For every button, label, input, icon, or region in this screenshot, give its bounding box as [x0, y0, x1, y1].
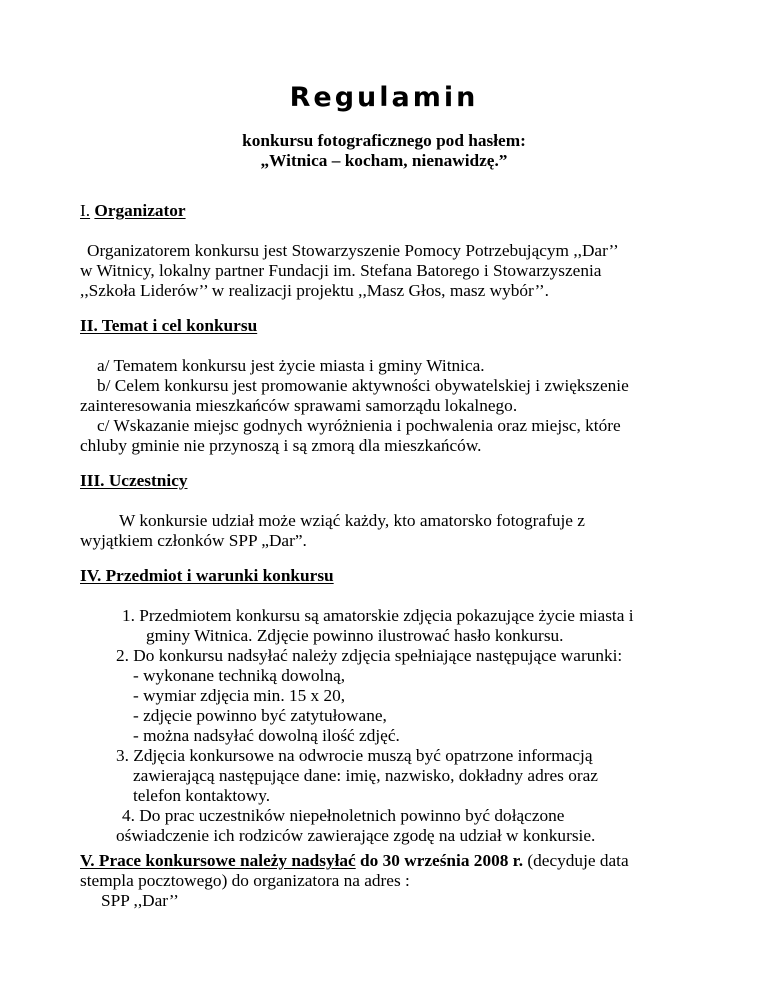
section-4-line: - wykonane techniką dowolną,	[133, 666, 346, 685]
section-3-line: wyjątkiem członków SPP „Dar”.	[80, 531, 307, 550]
section-4-line: 4. Do prac uczestników niepełnoletnich powinno być dołączone	[122, 806, 565, 825]
section-2-line: zainteresowania mieszkańców sprawami samorządu lokalnego.	[80, 396, 518, 415]
section-1-line: ,,Szkoła Liderów’’ w realizacji projektu ,,Masz Głos, masz wybór’’.	[80, 281, 549, 300]
subtitle-line-1: konkursu fotograficznego pod hasłem:	[242, 131, 526, 150]
section-5-note: (decyduje data	[523, 851, 629, 870]
section-4-heading: IV. Przedmiot i warunki konkursu	[80, 566, 334, 585]
section-2-line: c/ Wskazanie miejsc godnych wyróżnienia i pochwalenia oraz miejsc, które	[97, 416, 621, 435]
section-4-line: - zdjęcie powinno być zatytułowane,	[133, 706, 387, 725]
section-4-line: gminy Witnica. Zdjęcie powinno ilustrować hasło konkursu.	[146, 626, 564, 645]
section-3-heading: III. Uczestnicy	[80, 471, 188, 490]
section-5-line: SPP ,,Dar’’	[101, 891, 179, 910]
section-4-line: oświadczenie ich rodziców zawierające zgodę na udział w konkursie.	[116, 826, 596, 845]
section-2-line: b/ Celem konkursu jest promowanie aktywności obywatelskiej i zwiększenie	[97, 376, 629, 395]
section-4-line: - można nadsyłać dowolną ilość zdjęć.	[133, 726, 400, 745]
section-4-line: 3. Zdjęcia konkursowe na odwrocie muszą być opatrzone informacją	[116, 746, 593, 765]
section-4-line: zawierającą następujące dane: imię, nazwisko, dokładny adres oraz	[133, 766, 598, 785]
section-1-heading	[80, 201, 186, 221]
section-1-title: Organizator	[94, 201, 186, 220]
section-5-deadline: do 30 września 2008 r.	[355, 851, 524, 870]
subtitle-line-2: „Witnica – kocham, nienawidzę.”	[260, 151, 508, 170]
section-4-line: - wymiar zdjęcia min. 15 x 20,	[133, 686, 346, 705]
document-title: Regulamin	[289, 82, 479, 113]
section-3-line: W konkursie udział może wziąć każdy, kto amatorsko fotografuje z	[119, 511, 585, 530]
section-2-line: a/ Tematem konkursu jest życie miasta i gminy Witnica.	[97, 356, 485, 375]
section-2-heading: II. Temat i cel konkursu	[80, 316, 258, 335]
section-1-number: I.	[80, 201, 91, 220]
section-5-title: V. Prace konkursowe należy nadsyłać	[80, 851, 356, 870]
section-4-line: 2. Do konkursu nadsyłać należy zdjęcia spełniające następujące warunki:	[116, 646, 623, 665]
section-1-line: Organizatorem konkursu jest Stowarzyszenie Pomocy Potrzebującym ,,Dar’’	[87, 241, 619, 260]
section-5-heading	[80, 851, 629, 871]
section-4-line: telefon kontaktowy.	[133, 786, 271, 805]
section-1-line: w Witnicy, lokalny partner Fundacji im. Stefana Batorego i Stowarzyszenia	[80, 261, 602, 280]
section-5-line: stempla pocztowego) do organizatora na adres :	[80, 871, 410, 890]
section-4-line: 1. Przedmiotem konkursu są amatorskie zdjęcia pokazujące życie miasta i	[122, 606, 634, 625]
section-2-line: chluby gminie nie przynoszą i są zmorą dla mieszkańców.	[80, 436, 482, 455]
